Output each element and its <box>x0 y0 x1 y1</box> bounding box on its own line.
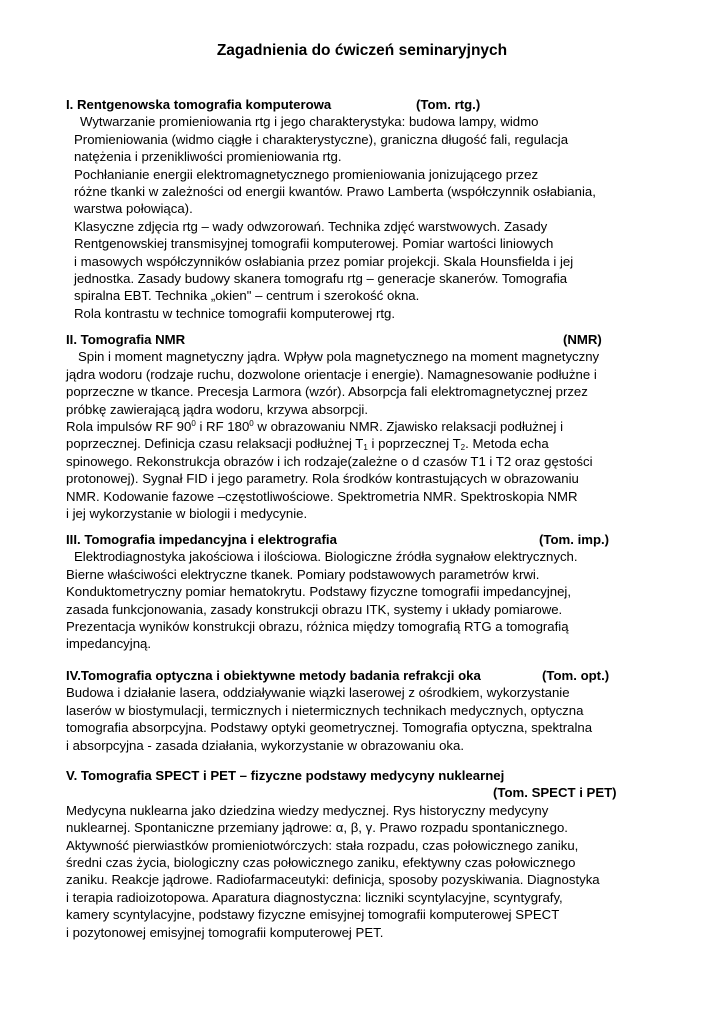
degree-superscript: 0 <box>191 419 196 429</box>
paragraph-line: Budowa i działanie lasera, oddziaływanie wiązki laserowej z ośrodkiem, wykorzystanie <box>66 685 570 701</box>
text-run: Rola impulsów RF 90 <box>66 419 192 435</box>
section-heading: III. Tomografia impedancyjna i elektrografia <box>66 532 337 547</box>
section-nuclear <box>66 767 666 941</box>
paragraph-line: protonowej). Sygnał FID i jego parametry. Rola środków kontrastujących w obrazowaniu <box>66 471 579 487</box>
paragraph-line <box>66 418 666 435</box>
paragraph-line: zaniku. Reakcje jądrowe. Radiofarmaceutyki: definicja, sposoby pozyskiwania. Diagnostyka <box>66 872 600 888</box>
paragraph-line: poprzeczne w tkance. Precesja Larmora (wzór). Absorpcja fali elektromagnetycznej przez <box>66 384 588 400</box>
text-run: . Metoda echa <box>465 436 549 452</box>
paragraph-line: i masowych współczynników osłabiania przez pomiar projekcji. Skala Hounsfielda i jej <box>74 253 574 269</box>
paragraph-line: spinowego. Rekonstrukcja obrazów i ich rodzaje(zależne o d czasów T1 i T2 oraz gęstości <box>66 453 593 469</box>
paragraph-line: Rentgenowskiej transmisyjnej tomografii komputerowej. Pomiar wartości liniowych <box>74 236 554 252</box>
section-abbreviation: (Tom. rtg.) <box>416 97 481 112</box>
paragraph-line: i terapia radioizotopowa. Aparatura diagnostyczna: liczniki scyntylacyjne, scyntygrafy, <box>66 889 563 905</box>
paragraph-line: zasada funkcjonowania, zasady konstrukcji obrazu ITK, systemy i układy pomiarowe. <box>66 601 563 617</box>
paragraph-line: próbkę zawierającą jądra wodoru, krzywa absorpcji. <box>66 401 368 417</box>
section-heading-row <box>66 667 666 684</box>
paragraph-line: jednostka. Zasady budowy skanera tomografu rtg – generacje skanerów. Tomografia <box>74 271 568 287</box>
degree-superscript: 0 <box>249 419 254 429</box>
section-nmr <box>66 331 666 522</box>
section-heading-row <box>66 96 666 113</box>
section-heading-row <box>66 331 666 348</box>
section-abbreviation-row <box>66 784 666 801</box>
subscript: 2 <box>460 443 466 453</box>
paragraph-line: nuklearnej. Spontaniczne przemiany jądrowe: α, β, γ. Prawo rozpadu spontanicznego. <box>66 820 568 836</box>
paragraph-line: Rola kontrastu w technice tomografii komputerowej rtg. <box>74 305 396 321</box>
paragraph-line: natężenia i przenikliwości promieniowania rtg. <box>74 149 342 165</box>
section-heading: I. Rentgenowska tomografia komputerowa <box>66 97 332 112</box>
text-run: poprzecznej. Definicja czasu relaksacji podłużnej T <box>66 436 364 452</box>
section-impedance <box>66 531 666 653</box>
section-heading-row <box>66 531 666 548</box>
paragraph-line: średni czas życia, biologiczny czas połowicznego zaniku, efektywny czas połowicznego <box>66 855 576 870</box>
paragraph-line: tomografia absorpcyjna. Podstawy optyki geometrycznej. Tomografia optyczna, spektralna <box>66 720 593 736</box>
paragraph-line: Promieniowania (widmo ciągłe i charakterystyczne), graniczna długość fali, regulacja <box>74 131 569 147</box>
section-abbreviation: (Tom. SPECT i PET) <box>493 785 617 801</box>
paragraph-line: spiralna EBT. Technika „okien" – centrum i szerokość okna. <box>74 288 420 304</box>
section-abbreviation: (NMR) <box>563 332 602 347</box>
paragraph-line: impedancyjną. <box>66 636 152 652</box>
paragraph-line: Bierne właściwości elektryczne tkanek. Pomiary podstawowych parametrów krwi. <box>66 566 540 582</box>
paragraph-line: Spin i moment magnetyczny jądra. Wpływ pola magnetycznego na moment magnetyczny <box>78 349 600 365</box>
section-abbreviation: (Tom. imp.) <box>539 532 610 547</box>
paragraph-line: Wytwarzanie promieniowania rtg i jego charakterystyka: budowa lampy, widmo <box>80 114 539 130</box>
section-optical <box>66 667 666 754</box>
paragraph-line: warstwa połowiąca). <box>74 201 193 217</box>
section-ct <box>66 96 666 322</box>
paragraph-line: Elektrodiagnostyka jakościowa i ilościowa. Biologiczne źródła sygnałow elektrycznych. <box>74 549 578 565</box>
paragraph-line: jądra wodoru (rodzaje ruchu, dozwolone orientacje i energie). Namagnesowanie podłużne i <box>66 366 597 382</box>
section-abbreviation: (Tom. opt.) <box>542 668 610 683</box>
paragraph-line: Aktywność pierwiastków promieniotwórczych: stała rozpadu, czas połowicznego zaniku, <box>66 837 579 853</box>
paragraph-line: i jej wykorzystanie w biologii i medycynie. <box>66 506 308 522</box>
paragraph-line: laserów w biostymulacji, termicznych i nietermicznych technikach medycznych, optyczna <box>66 702 584 718</box>
paragraph-line: różne tkanki w zależności od energii kwantów. Prawo Lamberta (współczynnik osłabiania, <box>74 184 596 200</box>
section-heading: II. Tomografia NMR <box>66 332 186 347</box>
text-run: w obrazowaniu NMR. Zjawisko relaksacji podłużnej i <box>253 419 564 435</box>
paragraph-line: Klasyczne zdjęcia rtg – wady odwzorowań. Technika zdjęć warstwowych. Zasady <box>74 218 548 234</box>
paragraph-line: Pochłanianie energii elektromagnetycznego promieniowania jonizującego przez <box>74 166 539 182</box>
text-run: i RF 180 <box>195 419 250 435</box>
text-run: i poprzecznej T <box>367 436 461 452</box>
paragraph-line: i absorpcyjna - zasada działania, wykorzystanie w obrazowaniu oka. <box>66 737 465 753</box>
section-heading: IV.Tomografia optyczna i obiektywne metody badania refrakcji oka <box>66 668 481 683</box>
page-title: Zagadnienia do ćwiczeń seminaryjnych <box>216 42 508 59</box>
subscript: 1 <box>363 443 368 453</box>
paragraph-line: NMR. Kodowanie fazowe –częstotliwościowe. Spektrometria NMR. Spektroskopia NMR <box>66 488 578 504</box>
paragraph-line: Konduktometryczny pomiar hematokrytu. Podstawy fizyczne tomografii impedancyjnej, <box>66 584 572 600</box>
paragraph-line: i pozytonowej emisyjnej tomografii komputerowej PET. <box>66 924 384 940</box>
section-heading: V. Tomografia SPECT i PET – fizyczne podstawy medycyny nuklearnej <box>66 768 505 783</box>
section-heading-row <box>66 767 666 784</box>
paragraph-line: Prezentacja wyników konstrukcji obrazu, różnica między tomografią RTG a tomografią <box>66 619 569 635</box>
paragraph-line: kamery scyntylacyjne, podstawy fizyczne emisyjnej tomografii komputerowej SPECT <box>66 907 560 923</box>
paragraph-line: Medycyna nuklearna jako dziedzina wiedzy medycznej. Rys historyczny medycyny <box>66 802 549 818</box>
paragraph-line <box>66 435 666 452</box>
